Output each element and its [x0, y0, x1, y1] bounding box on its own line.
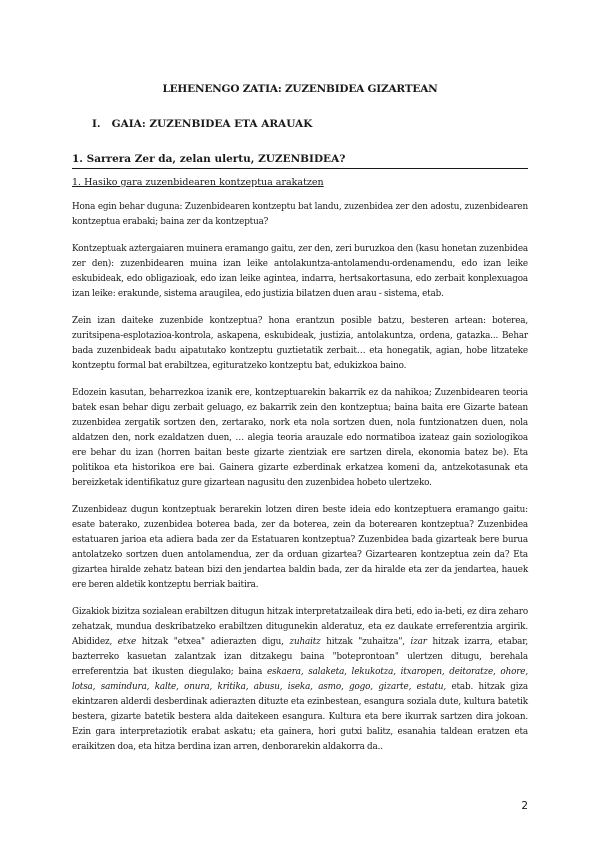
- paragraph: Zuzenbideaz dugun kontzeptuak berarekin lotzen diren beste ideia edo kontzeptuera eramango gaitu: esate baterako, zuzenbidea boterea bada, zer da boterea, zein da boterearen kontzeptua? Zuzenbidea estatuaren jarioa eta adiera bada zer da Estatuaren kontzeptua? Zuzenbidea bada gizarteak bere burua antolatzeko sortzen duen antolamendua, zer da orduan gizartea? Gizartearen kontzeptua zein da? Eta gizartea hiralde zehatz batean bizi den jendartea baldin bada, zer da hiralde eta zer da jendartea, hauek ere beren aldetik kontzeptu berriak baitira.: [72, 505, 528, 590]
- part-title: LEHENENGO ZATIA: ZUZENBIDEA GIZARTEAN: [162, 83, 438, 95]
- subsection-heading: 1. Sarrera Zer da, zelan ulertu, ZUZENBIDEA?: [72, 153, 346, 165]
- paragraph: Edozein kasutan, beharrezkoa izanik ere, kontzeptuarekin bakarrik ez da nahikoa; Zuzenbidearen teoria batek esan behar digu zerbait geluago, ez bakarrik zein den kontzeptua; baina baita ere Gizarte batean zuzenbidea zergatik sortzen den, zertarako, nork eta nola sortzen duen, nola funtzionatzen duen, nola aldatzen den, nork ezaldatzen duen, … alegia teoria arauzale edo normatiboa izateaz gain soziologikoa ere behar du izan (horren baitan beste gizarte zientziak ere sartzen direla, ekonomia batez be). Eta politikoa eta historikoa ere bai. Gainera gizarte ezberdinak erkatzea komeni da, antzekotasunak eta bereizketak identifikatuz gure gizartean nagusitu den zuzenbidea hobeto ulertzeko.: [72, 388, 528, 488]
- paragraph: Zein izan daiteke zuzenbide kontzeptua? hona erantzun posible batzu, besteren artean: boterea, zuritsipena-esplotazioa-kontrola, askapena, eskubideak, justizia, antolakuntza, ordena, gatazka... Behar bada zuzenbideak badu aipatutako kontzeptu guztietatik zerbait… eta honegatik, agian, hobe litzateke kontzeptu formal bat erabiltzea, egituratzeko kontzeptu bat, edukizkoa baino.: [72, 316, 528, 371]
- section-number: I.: [92, 118, 101, 130]
- paragraph-text: hitzak "zuhaitza",: [320, 637, 411, 647]
- italic-term: izar: [410, 637, 427, 647]
- paragraph-text: Gizakiok bizitza sozialean erabiltzen ditugun hitzak interpretatzaileak dira beti, edo ia-beti, ez dira zeharo zehatzak, mundua deskribatzeko erabiltzen ditugunekin alderatuz, eta ez daukate erreferentzia argirik. Abididez,: [72, 607, 528, 647]
- intro-line: 1. Hasiko gara zuzenbidearen kontzeptua arakatzen: [72, 177, 324, 188]
- paragraph: Kontzeptuak aztergaiaren muinera eramango gaitu, zer den, zeri buruzkoa den (kasu honetan zuzenbidea zer den): zuzenbidearen muina izan leike antolakuntza-antolamendu-ordenamendu, edo izan leike eskubideak, edo obligazioak, edo izan leike agintea, indarra, hertsakortasuna, edo zerbait konplexuagoa izan leike: erakunde, sistema araugilea, edo justizia bilatzen duen arau - sistema, etab.: [72, 244, 528, 299]
- paragraph: [72, 605, 528, 755]
- page-number: 2: [521, 800, 528, 812]
- italic-terms-list: eskaera, salaketa, lekukotza, itxaropen, deitoratze, ohore, lotsa, samindura, kalte, onura, kritika, abusu, iseka, asmo, gogo, gizarte, estatu,: [72, 667, 528, 692]
- paragraph-text: hitzak "etxea" adierazten digu,: [136, 637, 290, 647]
- italic-term: zuhaitz: [289, 637, 321, 647]
- divider: [72, 168, 528, 169]
- body-text: [72, 200, 528, 767]
- paragraph-text: etab. hitzak giza ekintzaren alderdi desberdinak adierazten dituzte eta ezinbestean, esangura soziala dute, kultura batetik bestera, gizarte batetik bestera alda daitekeen esangura. Kultura eta bere ikurrak sartzen dira jokoan. Ezin gara interpretaziotik erabat askatu; eta gainera, hori gutxi balitz, esanahia taldean eratzen eta eraikitzen doa, eta hitza berdina izan arren, denborarekin aldakorra da..: [72, 682, 528, 752]
- paragraph: Hona egin behar duguna: Zuzenbidearen kontzeptu bat landu, zuzenbidea zer den adostu, zuzenbidearen kontzeptua erabaki; baina zer da kontzeptua?: [72, 202, 528, 227]
- section-title: GAIA: ZUZENBIDEA ETA ARAUAK: [111, 118, 313, 130]
- paragraph-text: hitzak izarra, etabar, bazterreko kasuetan zalantzak izan ditzakegu baina "boteprontoan" ulertzen ditugu, berehala erreferentzia bat ikusten diegulako; baina: [72, 637, 528, 677]
- italic-term: etxe: [117, 637, 137, 647]
- section-heading: [92, 118, 312, 130]
